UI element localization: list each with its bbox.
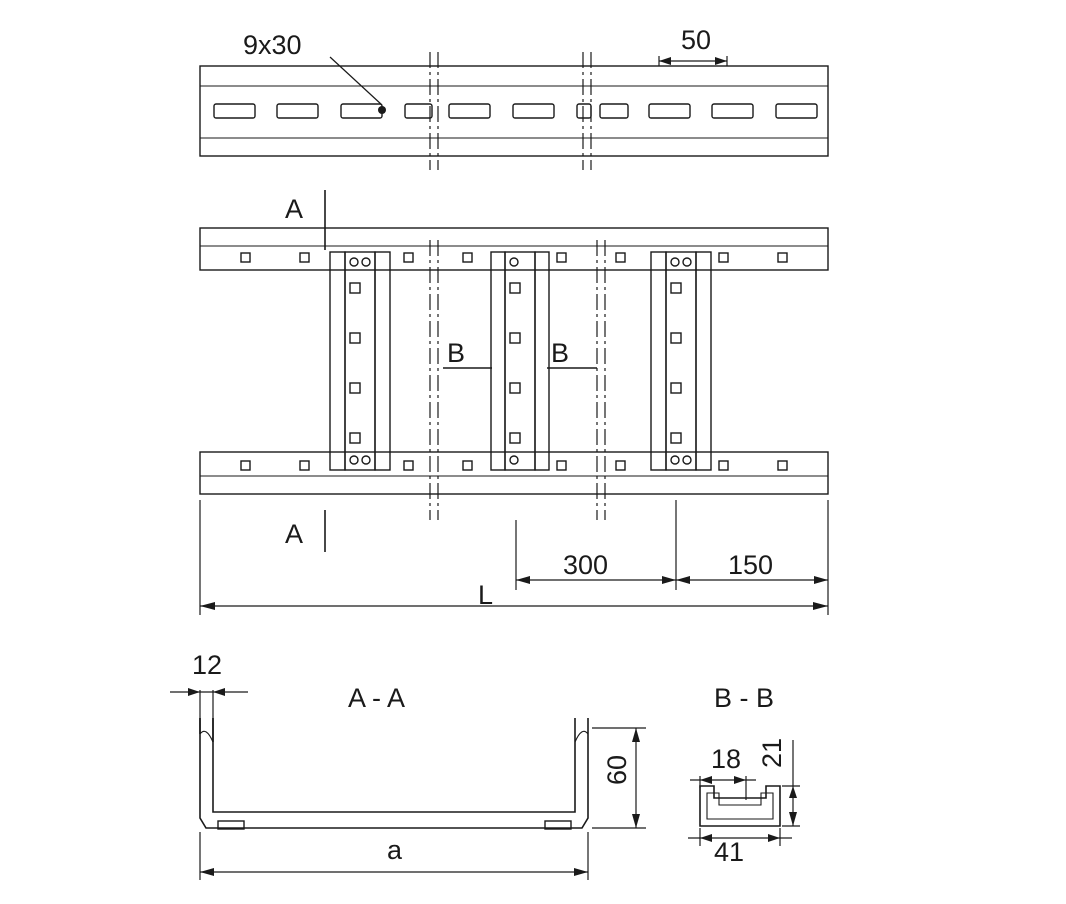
fixing xyxy=(719,461,728,470)
rung-hole xyxy=(683,456,691,464)
arrowhead xyxy=(789,786,797,798)
dimension-41: 41 xyxy=(714,837,745,867)
rung-slot xyxy=(510,283,520,293)
arrowhead xyxy=(574,868,588,876)
fixing xyxy=(404,253,413,262)
slot xyxy=(341,104,382,118)
dimension-18: 18 xyxy=(711,744,742,774)
rung-hole xyxy=(510,456,518,464)
slot xyxy=(513,104,554,118)
rung-hole xyxy=(683,258,691,266)
dimension-a: a xyxy=(387,835,403,865)
rung-left-edge xyxy=(651,252,666,470)
arrowhead xyxy=(768,834,780,842)
arrowhead xyxy=(632,728,640,742)
rung-hole xyxy=(350,258,358,266)
section-bb-title: B - B xyxy=(714,683,775,713)
rung-slot xyxy=(671,333,681,343)
rung-slot xyxy=(671,433,681,443)
dimension-150: 150 xyxy=(728,550,774,580)
arrowhead xyxy=(200,602,215,610)
dimension-21: 21 xyxy=(757,737,787,768)
fixing xyxy=(404,461,413,470)
rung-right-edge xyxy=(696,252,711,470)
rung-left-edge xyxy=(491,252,505,470)
arrowhead xyxy=(700,834,712,842)
dimension-12: 12 xyxy=(192,650,223,680)
section-aa-view xyxy=(170,650,646,880)
section-marker-b-left: B xyxy=(447,338,466,368)
fixing xyxy=(557,253,566,262)
slot xyxy=(405,104,432,118)
plan-top-rail xyxy=(200,228,828,270)
rung-slot xyxy=(350,283,360,293)
rung-slot xyxy=(350,383,360,393)
ladder-plan-view xyxy=(200,190,828,615)
side-rail-flat-view xyxy=(200,25,828,170)
rung-left-edge xyxy=(330,252,345,470)
dimension-300: 300 xyxy=(563,550,609,580)
slot xyxy=(600,104,628,118)
slot xyxy=(649,104,690,118)
arrowhead xyxy=(676,576,690,584)
rung-right-edge xyxy=(535,252,549,470)
fixing xyxy=(778,461,787,470)
fixing xyxy=(300,461,309,470)
section-aa-title: A - A xyxy=(348,683,406,713)
rung-assembly-3 xyxy=(651,252,711,470)
aa-right-lip-curve xyxy=(575,731,588,742)
aa-left-lip-curve xyxy=(200,731,213,742)
plan-bottom-rail xyxy=(200,452,828,494)
rung-slot xyxy=(510,383,520,393)
rung-hole xyxy=(362,456,370,464)
arrowhead xyxy=(632,814,640,828)
slot xyxy=(449,104,490,118)
rung-assembly-1 xyxy=(330,252,390,470)
arrowhead xyxy=(659,57,671,65)
dimension-slot-size: 9x30 xyxy=(243,30,302,60)
fixing xyxy=(463,253,472,262)
slot xyxy=(277,104,318,118)
rung-right-edge xyxy=(375,252,390,470)
fixing xyxy=(616,253,625,262)
rung-slot xyxy=(510,333,520,343)
leader-line-slot xyxy=(330,57,382,105)
dimension-length: L xyxy=(478,580,494,610)
arrowhead xyxy=(789,812,797,826)
rung-slot xyxy=(671,283,681,293)
section-marker-a-top: A xyxy=(285,194,304,224)
section-marker-a-bottom: A xyxy=(285,519,304,549)
slot xyxy=(214,104,255,118)
arrowhead xyxy=(200,868,214,876)
arrowhead xyxy=(734,776,746,784)
rung-assembly-2 xyxy=(491,252,549,470)
slot-group xyxy=(214,104,817,118)
bb-profile-inner xyxy=(707,793,773,819)
fixing xyxy=(557,461,566,470)
leader-dot xyxy=(378,106,386,114)
rung-hole xyxy=(350,456,358,464)
dimension-60: 60 xyxy=(602,754,632,785)
rung-hole xyxy=(671,258,679,266)
rail-outline xyxy=(200,66,828,156)
arrowhead xyxy=(814,576,828,584)
rung-slot xyxy=(510,433,520,443)
section-marker-b-right: B xyxy=(551,338,570,368)
fixing xyxy=(463,461,472,470)
arrowhead xyxy=(715,57,727,65)
fixing xyxy=(719,253,728,262)
rung-slot xyxy=(671,383,681,393)
rung-hole xyxy=(671,456,679,464)
dimension-pitch-50: 50 xyxy=(681,25,712,55)
rung-slot xyxy=(350,333,360,343)
arrowhead xyxy=(516,576,530,584)
rung-hole xyxy=(510,258,518,266)
rung-slot xyxy=(350,433,360,443)
slot xyxy=(776,104,817,118)
fixing-group-bottom xyxy=(241,461,787,470)
slot xyxy=(712,104,753,118)
bb-profile-outline xyxy=(700,786,780,826)
slot-small xyxy=(577,104,591,118)
arrowhead xyxy=(813,602,828,610)
fixing xyxy=(778,253,787,262)
fixing xyxy=(300,253,309,262)
arrowhead xyxy=(700,776,712,784)
arrowhead xyxy=(213,688,225,696)
fixing xyxy=(241,461,250,470)
arrowhead xyxy=(662,576,676,584)
section-bb-view xyxy=(688,683,800,867)
arrowhead xyxy=(188,688,200,696)
fixing xyxy=(241,253,250,262)
rung-hole xyxy=(362,258,370,266)
aa-inner-profile xyxy=(213,718,575,812)
fixing xyxy=(616,461,625,470)
